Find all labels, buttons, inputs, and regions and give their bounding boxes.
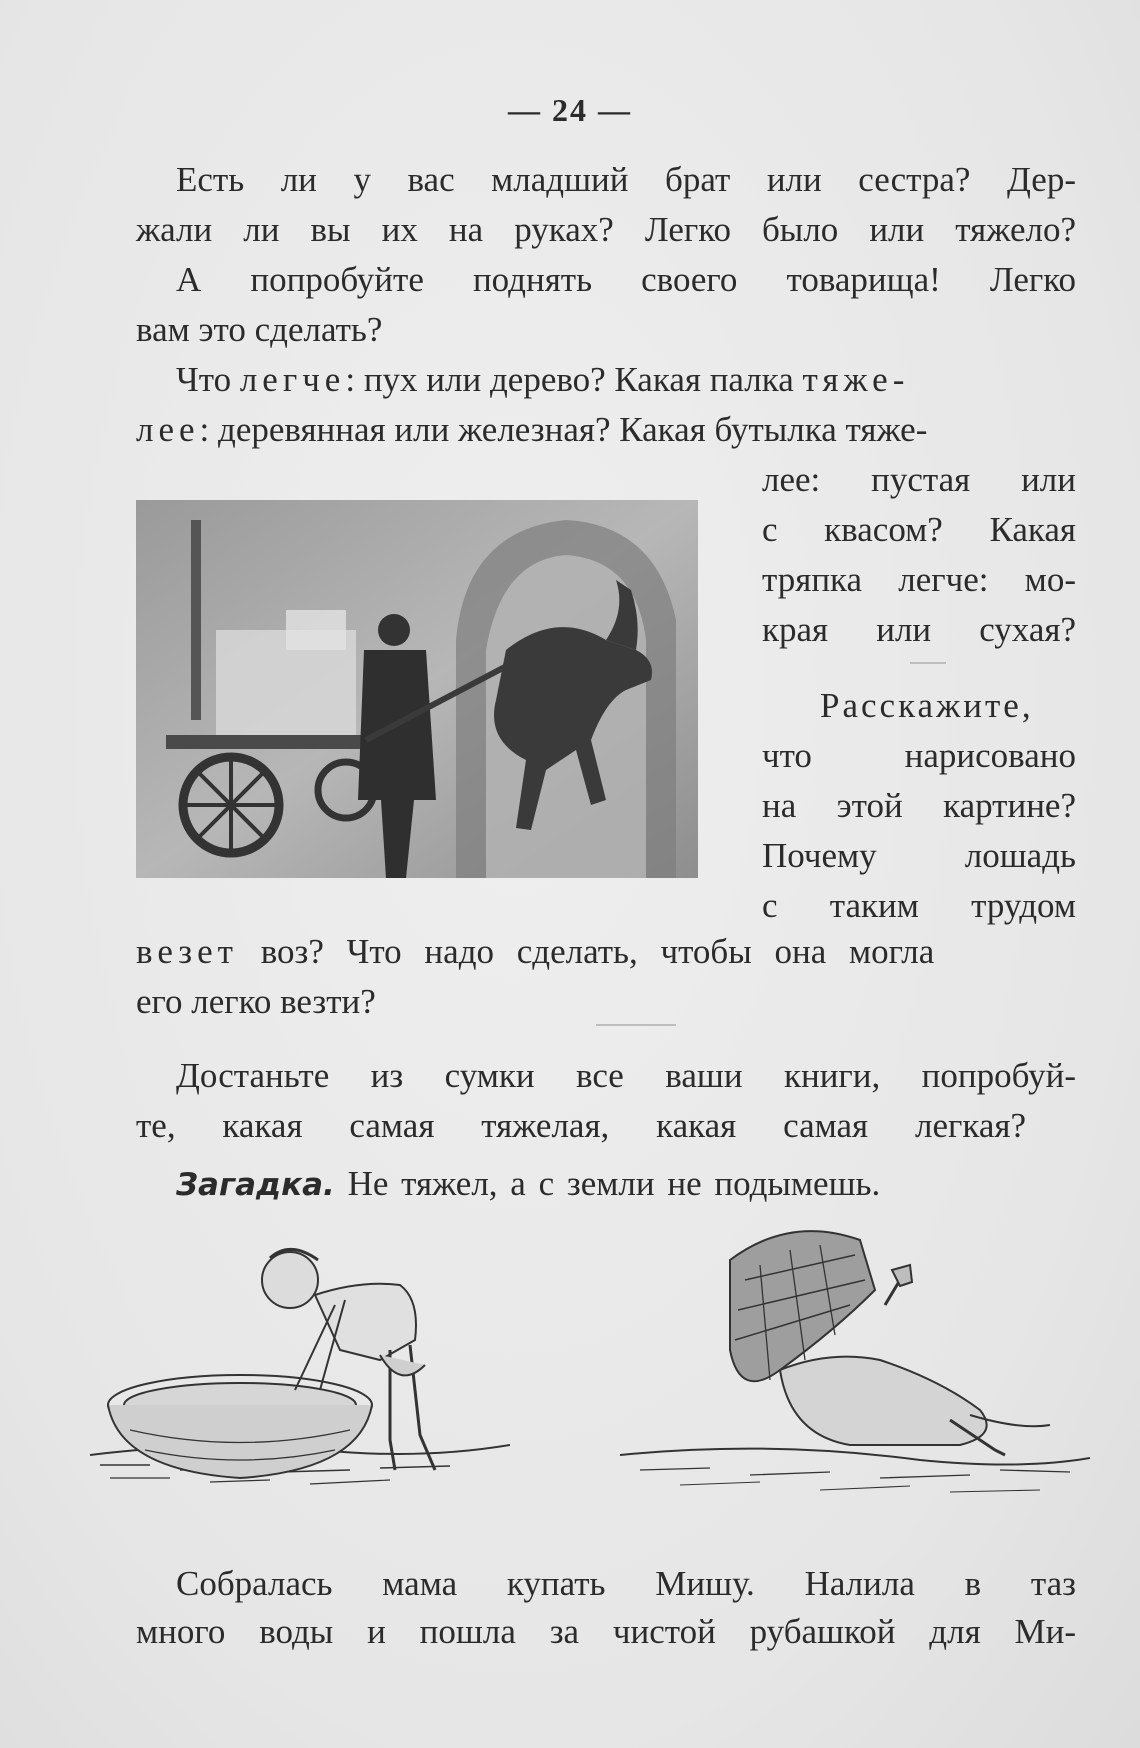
text-line: его легко везти?: [136, 982, 376, 1021]
girl-washtub-engraving: [90, 1240, 510, 1500]
text-line: Собралась мама купать Мишу. Налила в таз: [176, 1564, 1076, 1603]
text-span: воз? Что надо сделать, чтобы она могла: [237, 932, 935, 971]
riddle: [176, 1162, 880, 1207]
horse-cart-photo: [136, 500, 698, 878]
text-line: с квасом? Какая: [762, 510, 1076, 549]
riddle-label: Загадка.: [176, 1167, 335, 1203]
text-line: что нарисовано: [762, 736, 1076, 775]
text-line: Есть ли у вас младший брат или сестра? Дер-: [176, 160, 1076, 199]
spaced-word: легче: [239, 360, 346, 399]
text-line: вам это сделать?: [136, 310, 383, 349]
text-line: с таким трудом: [762, 886, 1076, 925]
spaced-word: лее: [136, 410, 200, 449]
text-span: Что: [176, 360, 240, 399]
text-line: А попробуйте поднять своего товарища! Легко: [176, 260, 1076, 299]
text-line: Достаньте из сумки все ваши книги, попробуй-: [176, 1056, 1076, 1095]
text-line: [176, 358, 1076, 402]
text-line: [136, 408, 1076, 452]
child-basket-engraving: [620, 1220, 1090, 1520]
spaced-word: везет: [136, 932, 238, 971]
text-line: Расскажите,: [820, 686, 1034, 725]
spaced-word: тяже-: [802, 360, 910, 399]
text-line: [136, 930, 1076, 974]
text-line: много воды и пошла за чистой рубашкой для Ми-: [136, 1612, 1076, 1651]
text-line: жали ли вы их на руках? Легко было или тяжело?: [136, 210, 1076, 249]
divider: [596, 1024, 676, 1026]
text-line: края или сухая?: [762, 610, 1076, 649]
text-span: : пух или дерево? Какая палка: [345, 360, 803, 399]
text-line: тряпка легче: мо-: [762, 560, 1076, 599]
divider: [910, 662, 946, 664]
text-line: те, какая самая тяжелая, какая самая легкая?: [136, 1106, 1026, 1145]
text-line: Почему лошадь: [762, 836, 1076, 875]
text-line: на этой картине?: [762, 786, 1076, 825]
page-number: — 24 —: [508, 92, 632, 128]
riddle-text: Не тяжел, а с земли не подымешь.: [334, 1164, 881, 1203]
text-span: : деревянная или железная? Какая бутылка тяже-: [199, 410, 928, 449]
text-line: лее: пустая или: [762, 460, 1076, 499]
